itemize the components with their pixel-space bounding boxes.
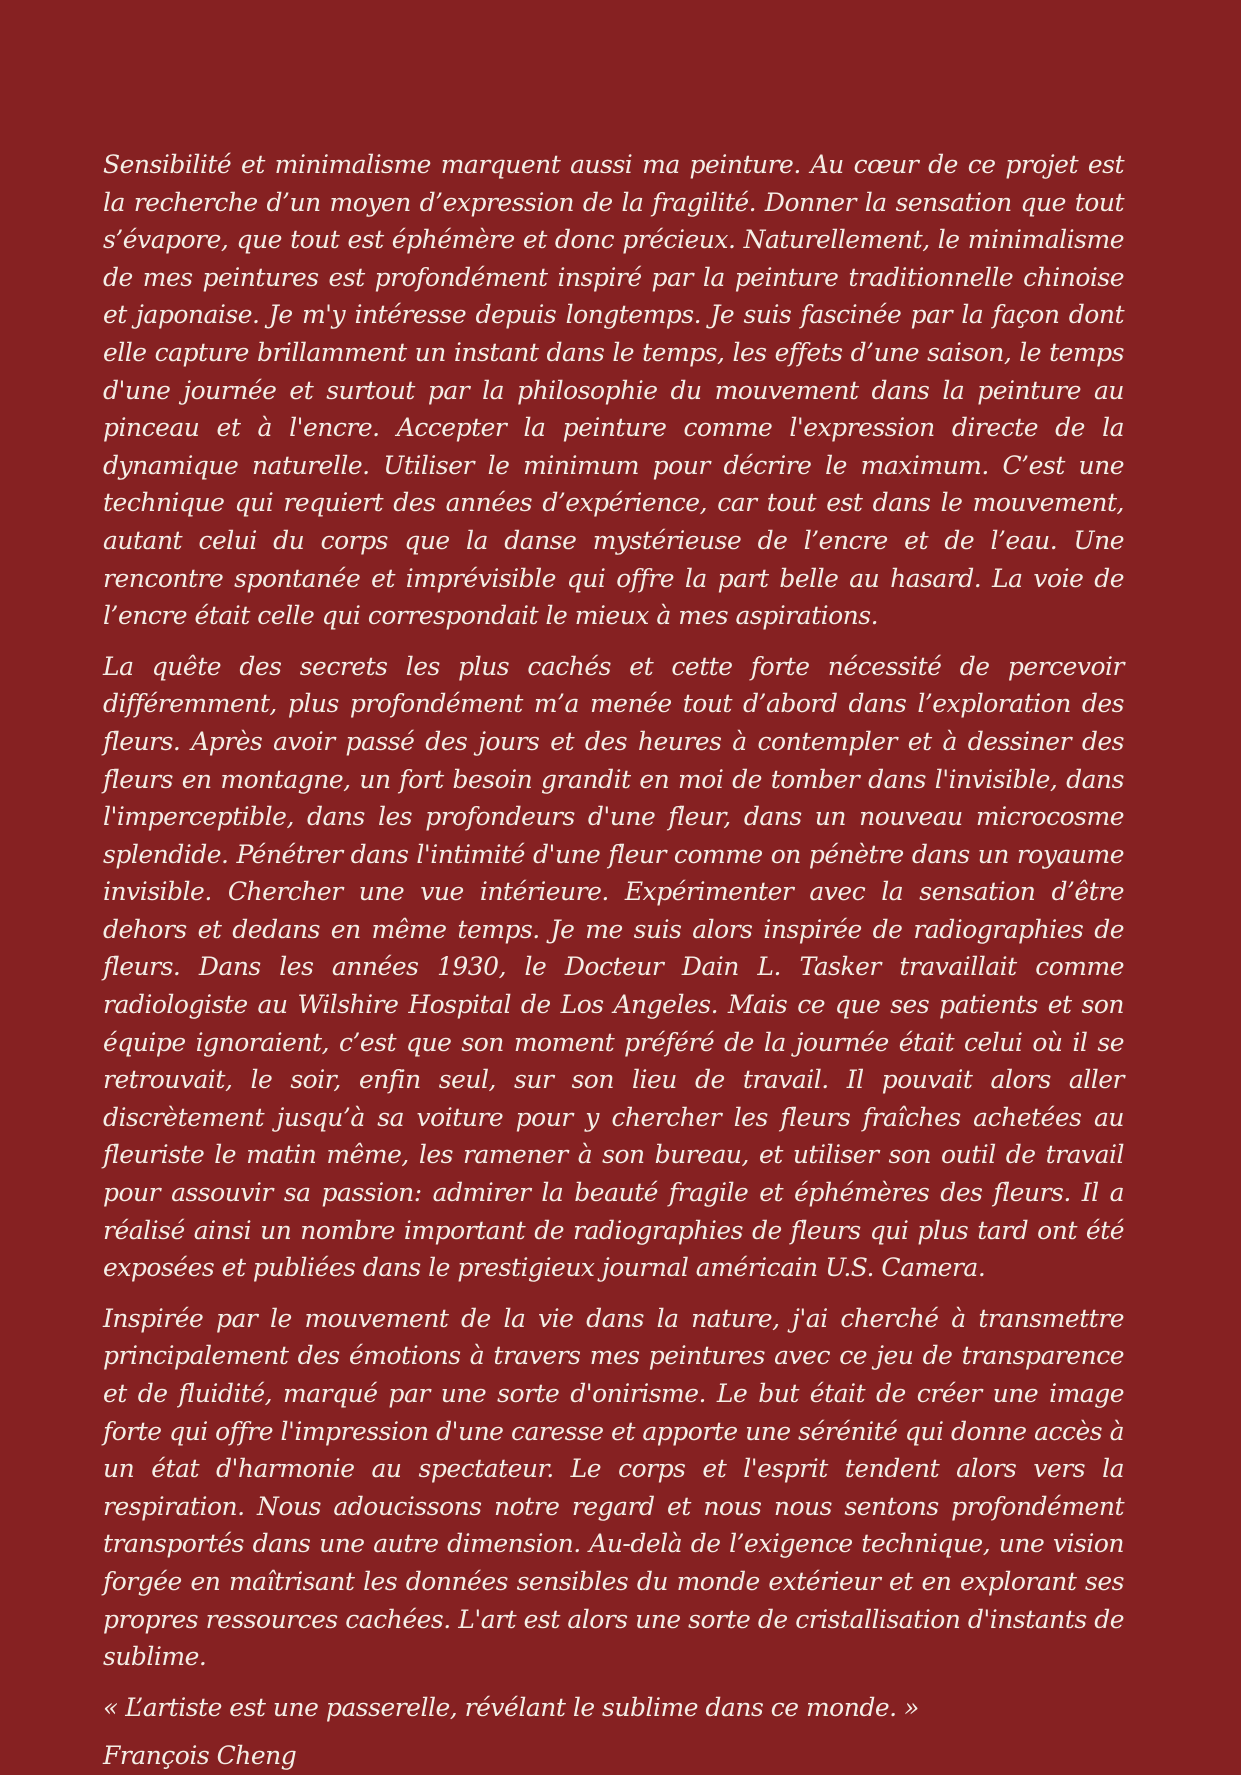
paragraph-minimalism: Sensibilité et minimalisme marquent aussi ma peinture. Au cœur de ce projet est la recherche d’un moyen d’expression de la fragilité. Donner la sensation que tout s’évapore, que tout est éphémère et donc précieux. Naturellement, le minimalisme de mes peintures est profondément inspiré par la peinture traditionnelle chinoise et japonaise. Je m'y intéresse depuis longtemps. Je suis fascinée par la façon dont elle capture brillamment un instant dans le temps, les effets d’une saison, le temps d'une journée et surtout par la philosophie du mouvement dans la peinture au pinceau et à l'encre. Accepter la peinture comme l'expression directe de la dynamique naturelle. Utiliser le minimum pour décrire le maximum. C’est une technique qui requiert des années d’expérience, car tout est dans le mouvement, autant celui du corps que la danse mystérieuse de l’encre et de l’eau. Une rencontre spontanée et imprévisible qui offre la part belle au hasard. La voie de l’encre était celle qui correspondait le mieux à mes aspirations. — [103, 150, 1124, 631]
text-block — [103, 146, 1124, 1775]
quote: « L’artiste est une passerelle, révélant le sublime dans ce monde. » — [103, 1692, 919, 1722]
paragraph-inspiration: Inspirée par le mouvement de la vie dans la nature, j'ai cherché à transmettre principalement des émotions à travers mes peintures avec ce jeu de transparence et de fluidité, marqué par une sorte d'onirisme. Le but était de créer une image forte qui offre l'impression d'une caresse et apporte une sérénité qui donne accès à un état d'harmonie au spectateur. Le corps et l'esprit tendent alors vers la respiration. Nous adoucissons notre regard et nous nous sentons profondément transportés dans une autre dimension. Au-delà de l’exigence technique, une vision forgée en maîtrisant les données sensibles du monde extérieur et en explorant ses propres ressources cachées. L'art est alors une sorte de cristallisation d'instants de sublime. — [103, 1303, 1124, 1672]
quote-author: François Cheng — [103, 1741, 297, 1771]
paragraph-flowers: La quête des secrets les plus cachés et cette forte nécessité de percevoir différemment, plus profondément m’a menée tout d’abord dans l’exploration des fleurs. Après avoir passé des jours et des heures à contempler et à dessiner des fleurs en montagne, un fort besoin grandit en moi de tomber dans l'invisible, dans l'imperceptible, dans les profondeurs d'une fleur, dans un nouveau microcosme splendide. Pénétrer dans l'intimité d'une fleur comme on pénètre dans un royaume invisible. Chercher une vue intérieure. Expérimenter avec la sensation d’être dehors et dedans en même temps. Je me suis alors inspirée de radiographies de fleurs. Dans les années 1930, le Docteur Dain L. Tasker travaillait comme radiologiste au Wilshire Hospital de Los Angeles. Mais ce que ses patients et son équipe ignoraient, c’est que son moment préféré de la journée était celui où il se retrouvait, le soir, enfin seul, sur son lieu de travail. Il pouvait alors aller discrètement jusqu’à sa voiture pour y chercher les fleurs fraîches achetées au fleuriste le matin même, les ramener à son bureau, et utiliser son outil de travail pour assouvir sa passion: admirer la beauté fragile et éphémères des fleurs. Il a réalisé ainsi un nombre important de radiographies de fleurs qui plus tard ont été exposées et publiées dans le prestigieux journal américain U.S. Camera. — [103, 651, 1124, 1283]
